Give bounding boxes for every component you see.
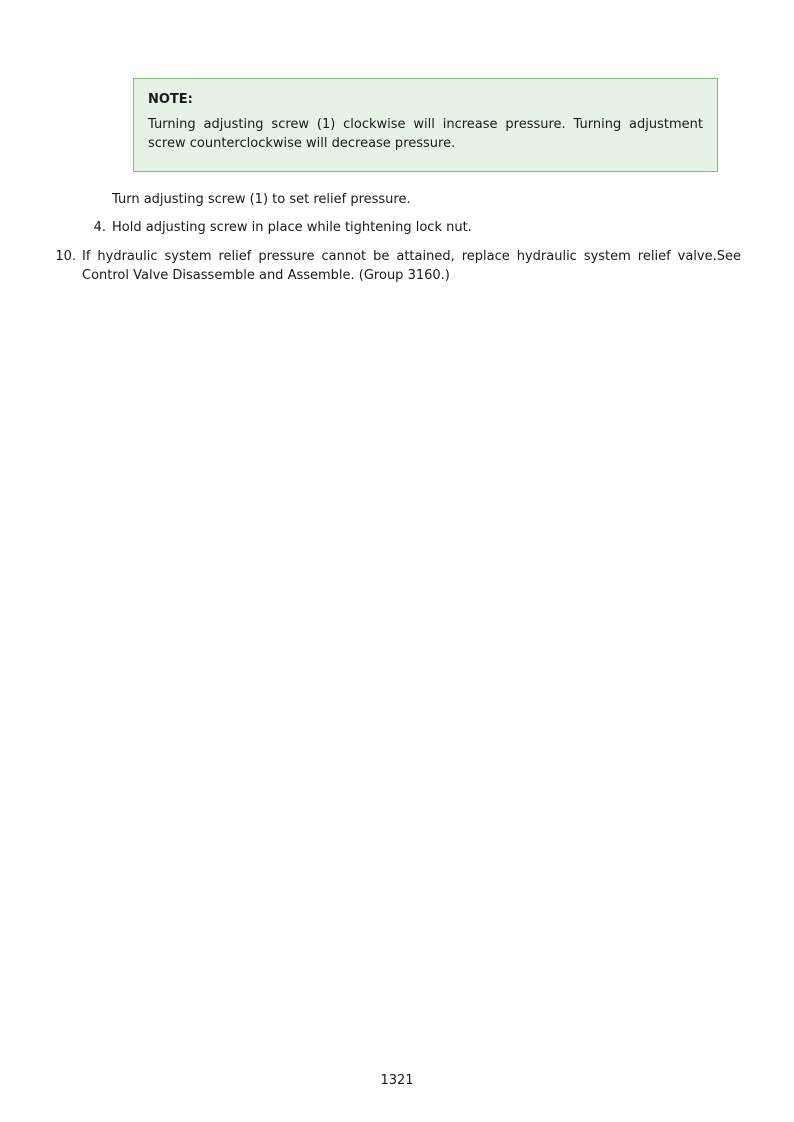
instruction-paragraph: Turn adjusting screw (1) to set relief pressure. bbox=[112, 192, 411, 207]
step-text: Hold adjusting screw in place while tightening lock nut. bbox=[112, 220, 472, 235]
step-text: If hydraulic system relief pressure cannot be attained, replace hydraulic system relief valve.See Control Valve Disassemble and Assemble. (Group 3160.) bbox=[82, 249, 741, 283]
note-box bbox=[133, 78, 718, 172]
note-text: Turning adjusting screw (1) clockwise will increase pressure. Turning adjustment screw counterclockwise will decrease pressure. bbox=[148, 117, 703, 151]
step-number: 4. bbox=[93, 220, 106, 235]
page-number: 1321 bbox=[380, 1073, 414, 1088]
step-number: 10. bbox=[55, 249, 76, 264]
note-title: NOTE: bbox=[148, 92, 193, 107]
